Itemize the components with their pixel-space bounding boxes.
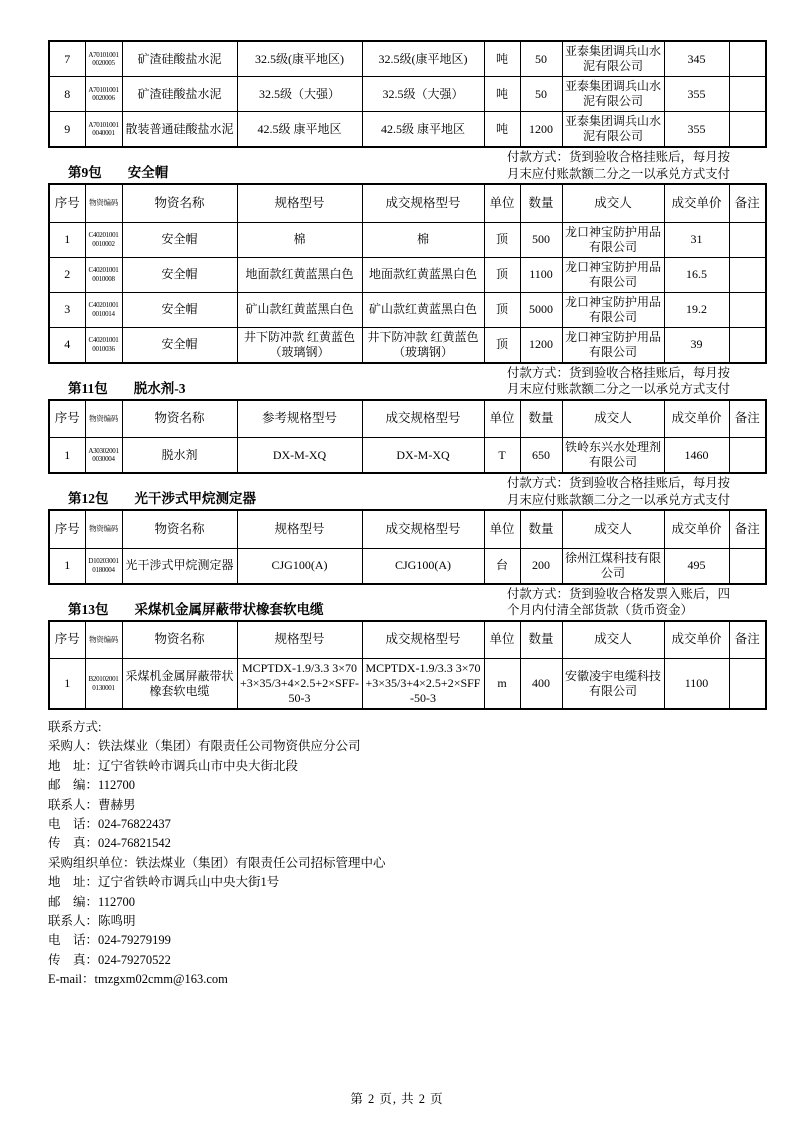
table-cell: 安全帽 — [122, 292, 237, 327]
table-cell: 345 — [664, 41, 729, 77]
contact-line: 联系方式: — [48, 720, 102, 734]
package-name: 脱水剂-3 — [133, 380, 186, 396]
table-cell: 42.5级 康平地区 — [237, 112, 362, 148]
table-cell: 32.5级（大强） — [237, 77, 362, 112]
table-cell: 4 — [49, 327, 85, 363]
column-header: 序号 — [49, 510, 85, 548]
table-cell: 龙口神宝防护用品有限公司 — [562, 327, 664, 363]
table-row — [49, 77, 766, 112]
section-break-pkg11 — [48, 365, 765, 398]
material-code-cell: C40201001 0010036 — [85, 327, 122, 363]
material-code-cell: C40201001 0010002 — [85, 222, 122, 257]
table-cell: 1460 — [664, 438, 729, 474]
table-row — [49, 222, 766, 257]
table-cell — [729, 77, 766, 112]
package-name: 光干涉式甲烷测定器 — [134, 491, 256, 506]
table-row — [49, 257, 766, 292]
column-header: 序号 — [49, 621, 85, 659]
table-cell: 1 — [49, 659, 85, 710]
column-header: 成交人 — [562, 510, 664, 548]
table-cell: 32.5级(康平地区) — [362, 41, 484, 77]
table-cell — [729, 41, 766, 77]
table-cell: 安全帽 — [122, 222, 237, 257]
table-cell: 散装普通硅酸盐水泥 — [122, 112, 237, 148]
table-cell: 1 — [49, 222, 85, 257]
column-header: 单位 — [484, 184, 520, 222]
table-cell: 650 — [520, 438, 562, 474]
cement-table-continuation — [48, 40, 765, 148]
column-header: 单位 — [484, 510, 520, 548]
table-cell: 矿渣硅酸盐水泥 — [122, 41, 237, 77]
contact-line: 传 真：024-76821542 — [48, 836, 171, 851]
column-header: 成交单价 — [664, 621, 729, 659]
table-cell: 顶 — [484, 327, 520, 363]
table-cell: DX-M-XQ — [237, 438, 362, 474]
data-table — [48, 40, 767, 148]
table-cell: 地面款红黄蓝黑白色 — [237, 257, 362, 292]
column-header: 规格型号 — [237, 510, 362, 548]
package-name: 安全帽 — [127, 165, 169, 180]
table-cell: 495 — [664, 548, 729, 584]
table-cell: 8 — [49, 77, 85, 112]
column-header: 成交单价 — [664, 184, 729, 222]
table-cell: 400 — [520, 659, 562, 710]
material-code-cell: C40201001 0010008 — [85, 257, 122, 292]
column-header: 物资名称 — [122, 510, 237, 548]
column-header: 序号 — [49, 184, 85, 222]
contact-line: E-mail：tmzgxm02cmm@163.com — [48, 972, 228, 987]
table-cell: 500 — [520, 222, 562, 257]
column-header: 物资名称 — [122, 400, 237, 438]
column-header: 物资编码 — [85, 184, 122, 222]
package-name: 采煤机金属屏蔽带状橡套软电缆 — [134, 601, 324, 617]
column-header: 成交规格型号 — [362, 621, 484, 659]
table-cell: 台 — [484, 548, 520, 584]
column-header: 成交单价 — [664, 400, 729, 438]
table-cell: 200 — [520, 548, 562, 584]
column-header: 成交单价 — [664, 510, 729, 548]
section-title-pkg13 — [68, 598, 324, 619]
section-break-pkg13 — [48, 586, 765, 619]
header-row — [49, 400, 766, 438]
data-table — [48, 183, 767, 364]
page-footer: 第 2 页, 共 2 页 — [350, 1092, 444, 1106]
column-header: 备注 — [729, 184, 766, 222]
table-cell: 3 — [49, 292, 85, 327]
table-cell: 7 — [49, 41, 85, 77]
package-number: 第12包 — [68, 491, 109, 506]
column-header: 序号 — [49, 400, 85, 438]
table-cell: 铁岭东兴水处理剂有限公司 — [562, 438, 664, 474]
contact-line: 地 址：辽宁省铁岭市调兵山中央大街1号 — [48, 875, 280, 890]
package-number: 第13包 — [68, 601, 109, 617]
table-cell: 16.5 — [664, 257, 729, 292]
table-cell: MCPTDX-1.9/3.3 3×70+3×35/3+4×2.5+2×SFF-50-3 — [362, 659, 484, 710]
column-header: 数量 — [520, 400, 562, 438]
table-cell: 棉 — [237, 222, 362, 257]
payment-note — [507, 365, 765, 398]
contact-section — [48, 718, 765, 990]
column-header: 成交规格型号 — [362, 400, 484, 438]
table-cell: 1100 — [664, 659, 729, 710]
column-header: 数量 — [520, 621, 562, 659]
contact-line: 邮 编：112700 — [48, 894, 136, 909]
column-header: 成交规格型号 — [362, 510, 484, 548]
column-header: 规格型号 — [237, 184, 362, 222]
table-cell: 安全帽 — [122, 327, 237, 363]
table-cell: 安徽凌宇电缆科技有限公司 — [562, 659, 664, 710]
contact-line: 邮 编：112700 — [48, 778, 136, 793]
cable-table — [48, 620, 765, 711]
table-cell: 光干涉式甲烷测定器 — [122, 548, 237, 584]
column-header: 备注 — [729, 400, 766, 438]
table-cell: 亚泰集团调兵山水泥有限公司 — [562, 112, 664, 148]
payment-note-line: 付款方式：货到验收合格挂账后，每月按 — [507, 365, 731, 380]
table-cell: 39 — [664, 327, 729, 363]
payment-note — [507, 475, 765, 508]
payment-note — [507, 586, 765, 619]
contact-line: 采购人：铁法煤业（集团）有限责任公司物资供应分公司 — [48, 739, 361, 754]
table-cell — [729, 438, 766, 474]
payment-note-line: 月末应付账款额二分之一以承兑方式支付 — [507, 166, 731, 181]
table-row — [49, 327, 766, 363]
contact-line: 电 话：024-76822437 — [48, 817, 171, 832]
table-row — [49, 438, 766, 474]
table-cell: T — [484, 438, 520, 474]
table-cell: 脱水剂 — [122, 438, 237, 474]
table-cell: 50 — [520, 41, 562, 77]
header-row — [49, 621, 766, 659]
column-header: 数量 — [520, 510, 562, 548]
table-cell: m — [484, 659, 520, 710]
column-header: 物资编码 — [85, 400, 122, 438]
column-header: 物资名称 — [122, 621, 237, 659]
column-header: 成交规格型号 — [362, 184, 484, 222]
methane-detector-table — [48, 509, 765, 585]
table-cell: 棉 — [362, 222, 484, 257]
section-break-pkg12 — [48, 475, 765, 508]
table-cell: 355 — [664, 77, 729, 112]
contact-line: 联系人：曹赫男 — [48, 797, 136, 812]
table-cell: 安全帽 — [122, 257, 237, 292]
table-cell: 矿山款红黄蓝黑白色 — [362, 292, 484, 327]
table-cell: 355 — [664, 112, 729, 148]
table-cell: 矿山款红黄蓝黑白色 — [237, 292, 362, 327]
column-header: 成交人 — [562, 621, 664, 659]
header-row — [49, 184, 766, 222]
table-row — [49, 41, 766, 77]
table-cell: 19.2 — [664, 292, 729, 327]
package-number: 第9包 — [68, 165, 102, 180]
column-header: 参考规格型号 — [237, 400, 362, 438]
table-row — [49, 112, 766, 148]
table-cell: 顶 — [484, 222, 520, 257]
data-table — [48, 509, 767, 585]
table-cell: 1200 — [520, 112, 562, 148]
table-row — [49, 659, 766, 710]
contact-line: 传 真：024-79270522 — [48, 952, 171, 967]
contact-line: 联系人：陈鸣明 — [48, 914, 136, 929]
table-cell: 50 — [520, 77, 562, 112]
contact-line: 地 址：辽宁省铁岭市调兵山市中央大街北段 — [48, 758, 299, 773]
material-code-cell: A70101001 0020005 — [85, 41, 122, 77]
material-code-cell: D10203001 0180004 — [85, 548, 122, 584]
material-code-cell: A70101001 0040001 — [85, 112, 122, 148]
section-title-pkg11 — [68, 377, 186, 398]
column-header: 物资编码 — [85, 621, 122, 659]
section-break-pkg9 — [48, 149, 765, 182]
table-cell: 龙口神宝防护用品有限公司 — [562, 222, 664, 257]
contact-line: 电 话：024-79279199 — [48, 933, 171, 948]
table-cell: 5000 — [520, 292, 562, 327]
column-header: 成交人 — [562, 400, 664, 438]
data-table — [48, 620, 767, 711]
table-cell: 2 — [49, 257, 85, 292]
table-cell: 吨 — [484, 41, 520, 77]
table-cell: 徐州江煤科技有限公司 — [562, 548, 664, 584]
table-cell: CJG100(A) — [362, 548, 484, 584]
material-code-cell: A70101001 0020006 — [85, 77, 122, 112]
document-content — [48, 40, 765, 990]
table-cell: 1200 — [520, 327, 562, 363]
material-code-cell: B20102001 0130001 — [85, 659, 122, 710]
table-cell: 吨 — [484, 112, 520, 148]
table-cell: 亚泰集团调兵山水泥有限公司 — [562, 41, 664, 77]
table-cell — [729, 222, 766, 257]
table-cell: 地面款红黄蓝黑白色 — [362, 257, 484, 292]
data-table — [48, 399, 767, 475]
safety-helmet-table — [48, 183, 765, 364]
table-cell: 矿渣硅酸盐水泥 — [122, 77, 237, 112]
table-cell: 龙口神宝防护用品有限公司 — [562, 292, 664, 327]
table-cell: 1100 — [520, 257, 562, 292]
material-code-cell: A30302001 0030004 — [85, 438, 122, 474]
table-cell: 顶 — [484, 292, 520, 327]
section-title-pkg12 — [68, 487, 256, 508]
table-cell: 9 — [49, 112, 85, 148]
table-cell: 顶 — [484, 257, 520, 292]
package-number: 第11包 — [68, 380, 108, 396]
payment-note-line: 付款方式：货到验收合格挂账后，每月按 — [507, 150, 731, 164]
table-row — [49, 292, 766, 327]
table-cell: 井下防冲款 红黄蓝色（玻璃钢） — [237, 327, 362, 363]
contact-line: 采购组织单位：铁法煤业（集团）有限责任公司招标管理中心 — [48, 855, 386, 870]
column-header: 物资名称 — [122, 184, 237, 222]
table-cell: 1 — [49, 548, 85, 584]
table-cell — [729, 112, 766, 148]
column-header: 单位 — [484, 400, 520, 438]
table-cell: 32.5级(康平地区) — [237, 41, 362, 77]
table-cell — [729, 659, 766, 710]
payment-note — [507, 149, 765, 182]
column-header: 备注 — [729, 510, 766, 548]
payment-note-line: 个月内付清全部货款（货币资金） — [507, 603, 693, 617]
table-cell: 吨 — [484, 77, 520, 112]
table-cell — [729, 327, 766, 363]
payment-note-line: 月末应付账款额二分之一以承兑方式支付 — [507, 492, 731, 507]
table-cell — [729, 257, 766, 292]
table-cell — [729, 548, 766, 584]
column-header: 单位 — [484, 621, 520, 659]
table-cell: 井下防冲款 红黄蓝色（玻璃钢） — [362, 327, 484, 363]
table-cell: DX-M-XQ — [362, 438, 484, 474]
column-header: 成交人 — [562, 184, 664, 222]
table-cell: 42.5级 康平地区 — [362, 112, 484, 148]
table-cell: 1 — [49, 438, 85, 474]
dehydrant-table — [48, 399, 765, 475]
column-header: 规格型号 — [237, 621, 362, 659]
table-cell: 31 — [664, 222, 729, 257]
material-code-cell: C40201001 0010014 — [85, 292, 122, 327]
payment-note-line: 月末应付账款额二分之一以承兑方式支付 — [507, 382, 731, 396]
column-header: 数量 — [520, 184, 562, 222]
table-cell: 亚泰集团调兵山水泥有限公司 — [562, 77, 664, 112]
payment-note-line: 付款方式：货到验收合格发票入账后，四 — [507, 586, 731, 601]
header-row — [49, 510, 766, 548]
table-cell: 采煤机金属屏蔽带状橡套软电缆 — [122, 659, 237, 710]
table-cell: 32.5级（大强） — [362, 77, 484, 112]
table-cell: CJG100(A) — [237, 548, 362, 584]
payment-note-line: 付款方式：货到验收合格挂账后，每月按 — [507, 476, 731, 490]
table-cell — [729, 292, 766, 327]
column-header: 备注 — [729, 621, 766, 659]
column-header: 物资编码 — [85, 510, 122, 548]
table-cell: 龙口神宝防护用品有限公司 — [562, 257, 664, 292]
section-title-pkg9 — [68, 161, 168, 182]
table-cell: MCPTDX-1.9/3.3 3×70+3×35/3+4×2.5+2×SFF-50-3 — [237, 659, 362, 710]
table-row — [49, 548, 766, 584]
